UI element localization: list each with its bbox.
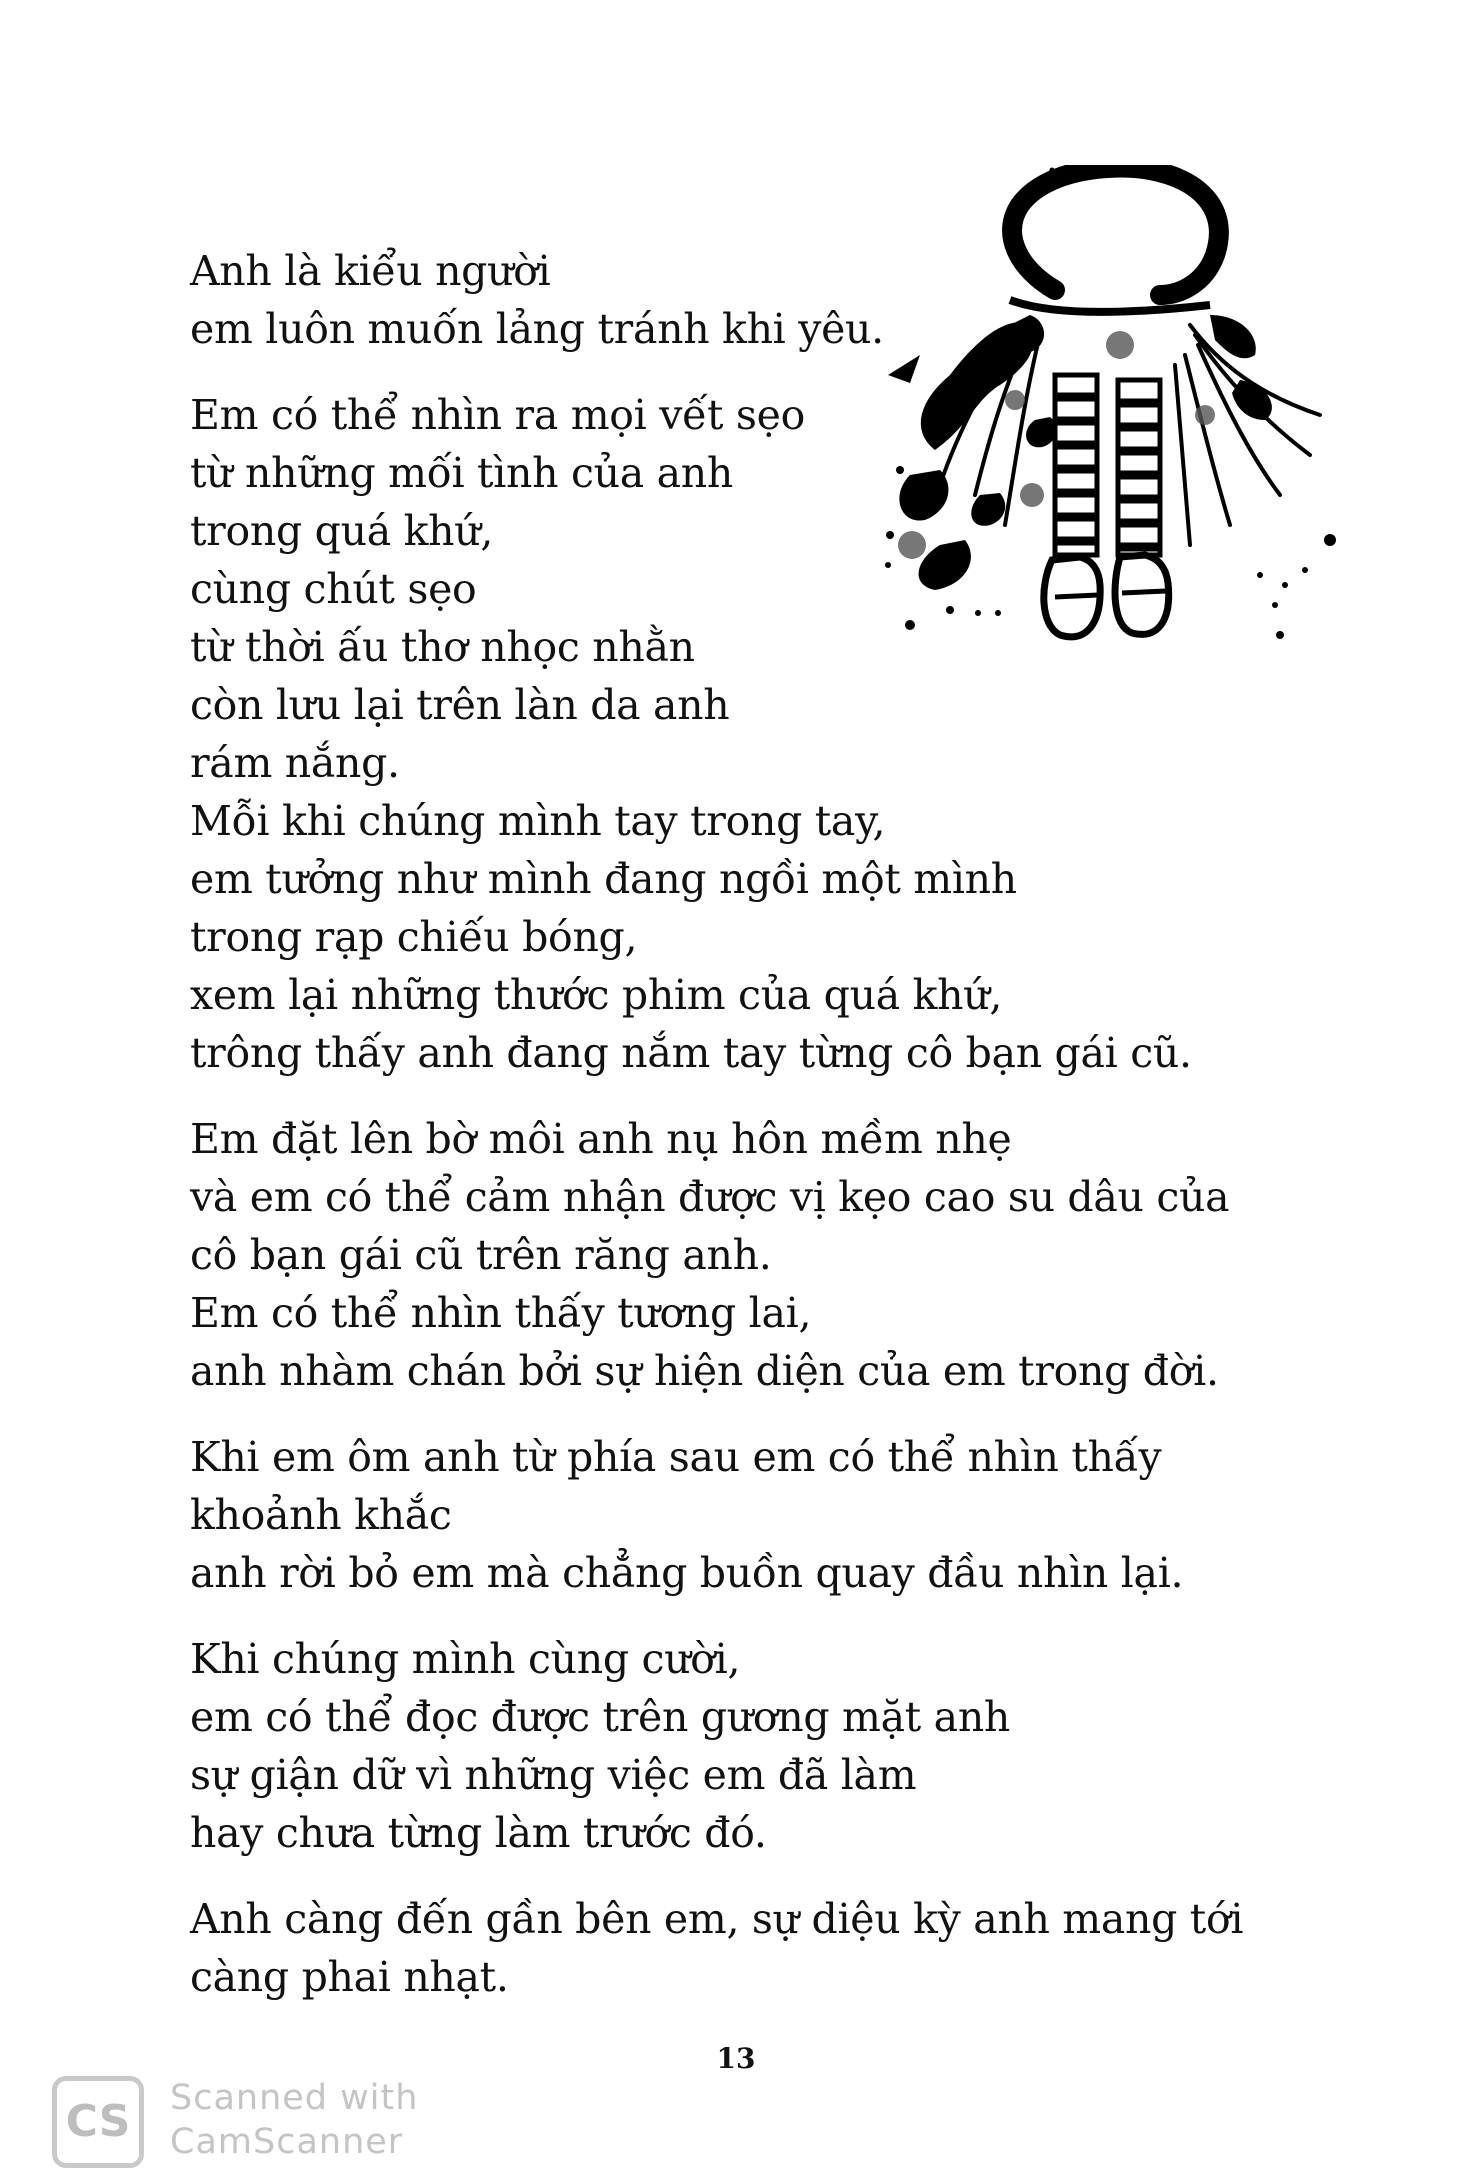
poem-line: rám nắng.	[190, 739, 400, 787]
poem-line: anh nhàm chán bởi sự hiện diện của em trong đời.	[190, 1347, 1219, 1395]
stanza-2	[190, 386, 1290, 1082]
watermark-line-1: Scanned with	[170, 2078, 419, 2118]
poem-line: và em có thể cảm nhận được vị kẹo cao su dâu của	[190, 1173, 1230, 1221]
poem-line: Em có thể nhìn thấy tương lai,	[190, 1289, 812, 1337]
poem-line: hay chưa từng làm trước đó.	[190, 1809, 767, 1857]
stanza-1	[190, 242, 1290, 358]
poem-line: từ thời ấu thơ nhọc nhằn	[190, 623, 695, 671]
poem-line: càng phai nhạt.	[190, 1953, 509, 2001]
poem-line: Em đặt lên bờ môi anh nụ hôn mềm nhẹ	[190, 1115, 1012, 1163]
poem-line: anh rời bỏ em mà chẳng buồn quay đầu nhìn lại.	[190, 1549, 1184, 1597]
stanza-4	[190, 1428, 1290, 1602]
poem-line: khoảnh khắc	[190, 1491, 452, 1539]
poem-line: Anh càng đến gần bên em, sự diệu kỳ anh mang tới	[190, 1895, 1244, 1943]
poem	[190, 242, 1290, 2006]
poem-line: trông thấy anh đang nắm tay từng cô bạn gái cũ.	[190, 1029, 1192, 1077]
poem-line: cô bạn gái cũ trên răng anh.	[190, 1231, 772, 1279]
poem-line: em tưởng như mình đang ngồi một mình	[190, 855, 1017, 903]
poem-line: Em có thể nhìn ra mọi vết sẹo	[190, 391, 805, 439]
stanza-6	[190, 1890, 1290, 2006]
stanza-5	[190, 1630, 1290, 1862]
camscanner-watermark	[52, 2076, 472, 2174]
watermark-text	[170, 2076, 418, 2164]
poem-line: Mỗi khi chúng mình tay trong tay,	[190, 797, 886, 845]
camscanner-logo-icon: CS	[52, 2076, 144, 2168]
page-number: 13	[716, 2042, 756, 2075]
poem-line: em luôn muốn lảng tránh khi yêu.	[190, 305, 884, 353]
poem-line: từ những mối tình của anh	[190, 449, 733, 497]
poem-line: sự giận dữ vì những việc em đã làm	[190, 1751, 917, 1799]
poem-line: Anh là kiểu người	[190, 247, 551, 295]
poem-line: em có thể đọc được trên gương mặt anh	[190, 1693, 1011, 1741]
poem-line: Khi em ôm anh từ phía sau em có thể nhìn thấy	[190, 1433, 1162, 1481]
poem-line: cùng chút sẹo	[190, 565, 477, 613]
watermark-line-2: CamScanner	[170, 2122, 404, 2162]
poem-line: Khi chúng mình cùng cười,	[190, 1635, 741, 1683]
poem-line: trong quá khứ,	[190, 507, 494, 555]
poem-line: trong rạp chiếu bóng,	[190, 913, 638, 961]
poem-line: xem lại những thước phim của quá khứ,	[190, 971, 1003, 1019]
stanza-3	[190, 1110, 1290, 1400]
poem-line: còn lưu lại trên làn da anh	[190, 681, 730, 729]
